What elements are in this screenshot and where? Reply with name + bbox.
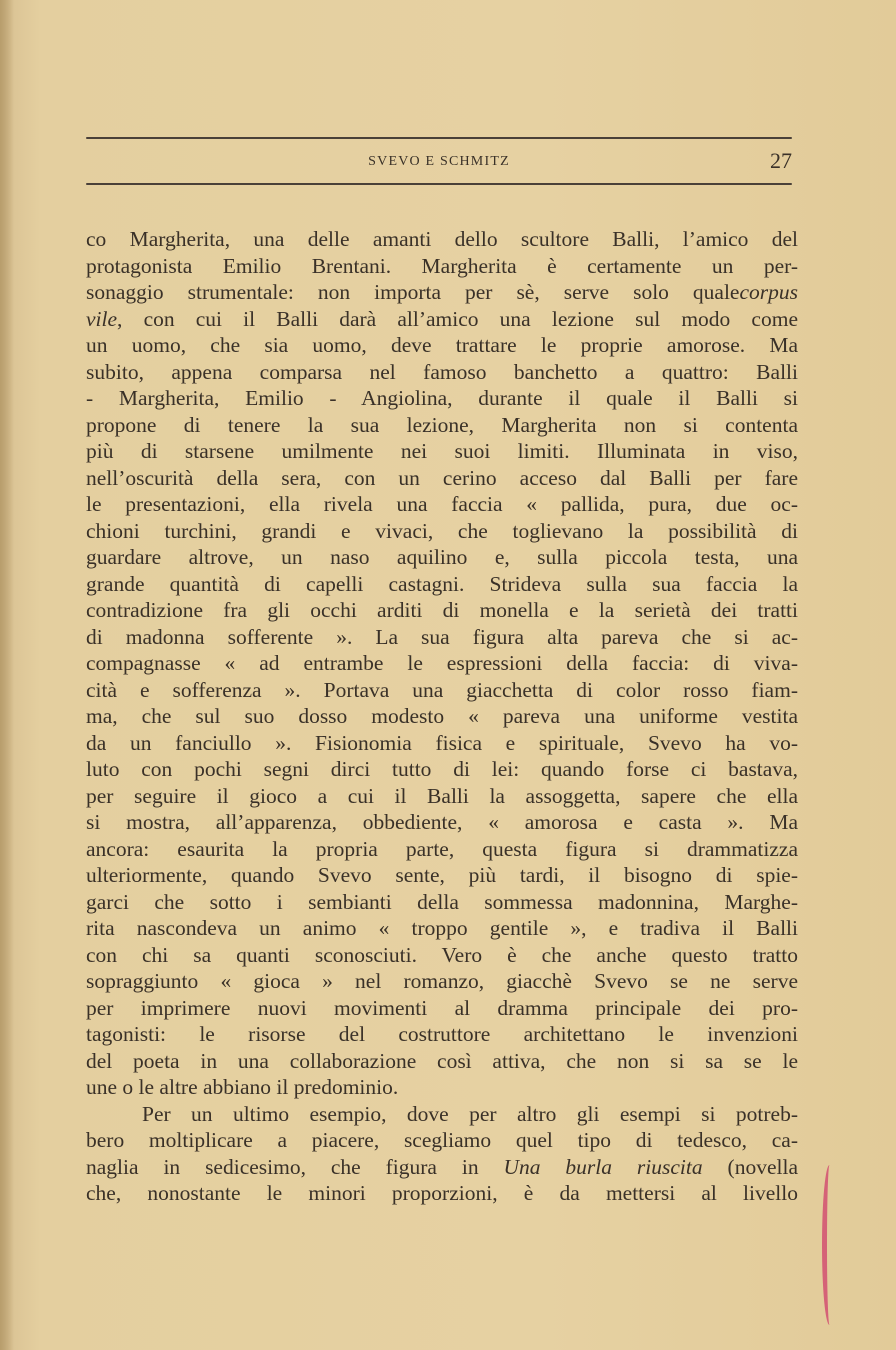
text-line: del poeta in una collaborazione così attiva, che non si sa se le <box>86 1048 798 1073</box>
text-line: le presentazioni, ella rivela una faccia « pallida, pura, due oc- <box>86 492 798 516</box>
text-line: tagonisti: le risorse del costruttore architettano le invenzioni <box>86 1022 798 1046</box>
text-span: naglia in sedicesimo, che figura in <box>86 1154 504 1179</box>
text-line: bero moltiplicare a piacere, scegliamo quel tipo di tedesco, ca- <box>86 1128 798 1152</box>
italic-term: vile <box>86 306 118 331</box>
text-line: ulteriormente, quando Svevo sente, più tardi, il bisogno di spie- <box>86 863 798 887</box>
text-span: , con cui il Balli darà all’amico una lezione sul modo come <box>117 306 798 331</box>
text-line: une o le altre abbiano il predominio. <box>86 1075 399 1099</box>
header-rule-top <box>86 137 792 139</box>
text-line <box>86 279 798 306</box>
italic-title: Una burla riuscita <box>503 1154 703 1179</box>
pencil-margin-mark <box>822 1165 837 1325</box>
text-span: sonaggio strumentale: non importa per sè, serve solo quale <box>86 280 740 304</box>
text-line: che, nonostante le minori proporzioni, è da mettersi al livello <box>86 1181 798 1205</box>
italic-term: corpus <box>739 280 798 304</box>
text-line: sopraggiunto « gioca » nel romanzo, giacchè Svevo se ne serve <box>86 969 798 993</box>
text-line: rita nascondeva un animo « troppo gentile », e tradiva il Balli <box>86 916 798 940</box>
text-line: contradizione fra gli occhi arditi di monella e la serietà dei tratti <box>86 598 798 622</box>
text-line <box>86 306 798 333</box>
text-line <box>86 1154 798 1181</box>
running-head <box>86 150 792 176</box>
text-line: subito, appena comparsa nel famoso banchetto a quattro: Balli <box>86 359 798 384</box>
text-line: un uomo, che sia uomo, deve trattare le proprie amorose. Ma <box>86 333 798 357</box>
text-line: - Margherita, Emilio - Angiolina, durante il quale il Balli si <box>86 386 798 410</box>
text-line: con chi sa quanti sconosciuti. Vero è che anche questo tratto <box>86 942 798 967</box>
text-line: si mostra, all’apparenza, obbediente, « amorosa e casta ». Ma <box>86 810 798 834</box>
text-line: ancora: esaurita la propria parte, questa figura si drammatizza <box>86 836 798 861</box>
spine-shadow <box>0 0 14 1350</box>
text-line: di madonna sofferente ». La sua figura alta pareva che si ac- <box>86 624 798 649</box>
text-line: cità e sofferenza ». Portava una giacchetta di color rosso fiam- <box>86 677 798 702</box>
page-number: 27 <box>770 148 792 173</box>
text-line: protagonista Emilio Brentani. Margherita è certamente un per- <box>86 253 798 278</box>
text-line: luto con pochi segni dirci tutto di lei: quando forse ci bastava, <box>86 757 798 781</box>
text-line: per seguire il gioco a cui il Balli la assoggetta, sapere che ella <box>86 783 798 808</box>
text-line: ma, che sul suo dosso modesto « pareva una uniforme vestita <box>86 704 798 728</box>
text-line: da un fanciullo ». Fisionomia fisica e spirituale, Svevo ha vo- <box>86 730 798 755</box>
paragraph-start-line: Per un ultimo esempio, dove per altro gli esempi si potreb- <box>142 1101 798 1126</box>
running-title: SVEVO E SCHMITZ <box>368 154 510 169</box>
text-line: chioni turchini, grandi e vivaci, che toglievano la possibilità di <box>86 518 798 543</box>
text-line: compagnasse « ad entrambe le espressioni della faccia: di viva- <box>86 651 798 675</box>
text-line: propone di tenere la sua lezione, Margherita non si contenta <box>86 412 798 437</box>
text-line: grande quantità di capelli castagni. Strideva sulla sua faccia la <box>86 571 798 596</box>
text-line: garci che sotto i sembianti della sommessa madonnina, Marghe- <box>86 889 798 914</box>
text-line: più di starsene umilmente nei suoi limiti. Illuminata in viso, <box>86 439 798 463</box>
header-rule-bottom <box>86 183 792 185</box>
text-line: co Margherita, una delle amanti dello scultore Balli, l’amico del <box>86 227 798 251</box>
text-line: guardare altrove, un naso aquilino e, sulla piccola testa, una <box>86 545 798 569</box>
body-text <box>86 226 798 1207</box>
text-line: nell’oscurità della sera, con un cerino acceso dal Balli per fare <box>86 465 798 490</box>
text-line: per imprimere nuovi movimenti al dramma principale dei pro- <box>86 995 798 1020</box>
text-span: (novella <box>702 1154 798 1179</box>
